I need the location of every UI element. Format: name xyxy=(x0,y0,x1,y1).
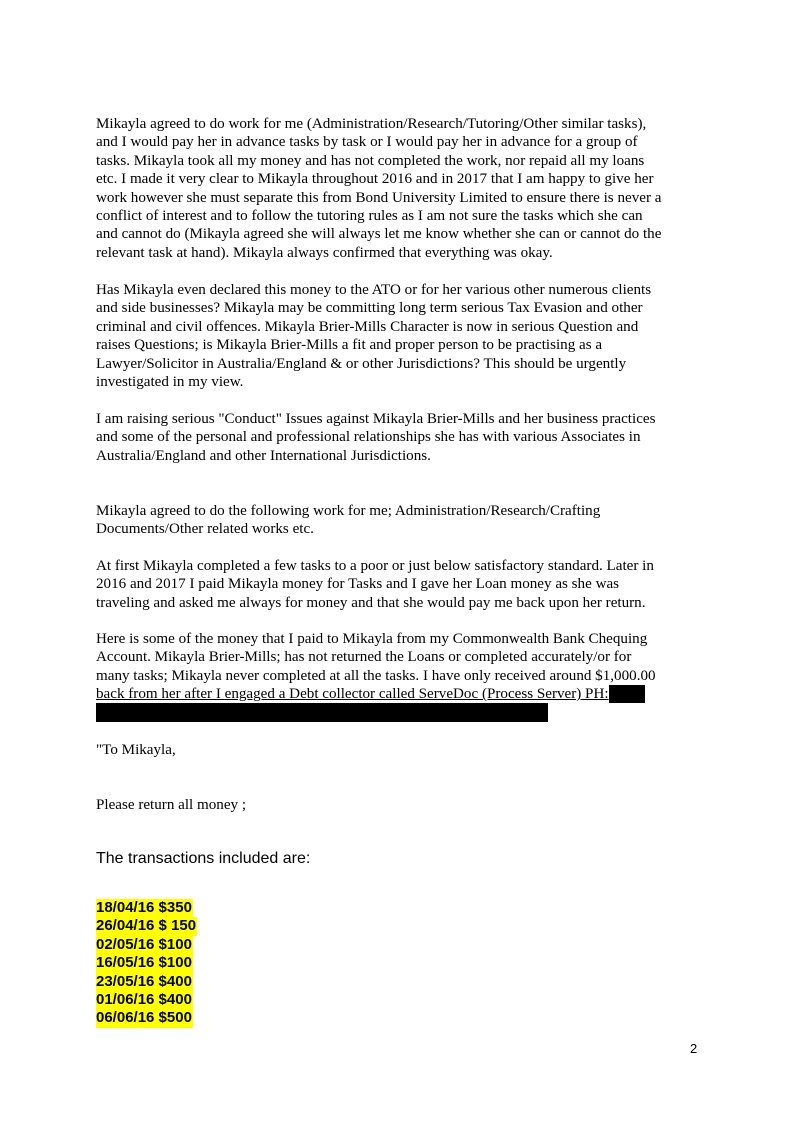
text-line: many tasks; Mikayla never completed at all the tasks. I have only received around $1,000.00 xyxy=(96,667,656,684)
page-number: 2 xyxy=(690,1041,698,1056)
transaction-text: 16/05/16 $100 xyxy=(96,954,192,972)
transaction-item xyxy=(96,917,197,935)
transaction-item xyxy=(96,991,197,1009)
text-line: Has Mikayla even declared this money to the ATO or for her various other numerous clients xyxy=(96,282,652,298)
text-line: work however she must separate this from Bond University Limited to ensure there is never a xyxy=(96,189,662,206)
transaction-item xyxy=(96,936,197,954)
text-line: investigated in my view. xyxy=(96,374,244,391)
text-line: and cannot do (Mikayla agreed she will always let me know whether she can or cannot do the xyxy=(96,226,662,243)
text-line: Documents/Other related works etc. xyxy=(96,521,314,538)
text-line: Account. Mikayla Brier-Mills; has not returned the Loans or completed accurately/or for xyxy=(96,649,632,666)
transaction-item xyxy=(96,973,197,991)
text-line: etc. I made it very clear to Mikayla throughout 2016 and in 2017 that I am happy to give her xyxy=(96,171,654,188)
text-line: Lawyer/Solicitor in Australia/England & or other Jurisdictions? This should be urgently xyxy=(96,355,627,372)
paragraph-conduct-issues xyxy=(96,410,706,465)
text-line: and some of the personal and professional relationships she has with various Associates in xyxy=(96,429,641,446)
text-line: criminal and civil offences. Mikayla Brier-Mills Character is now in serious Question and xyxy=(96,318,639,335)
paragraph-bank-payments xyxy=(96,630,706,704)
text-line: relevant task at hand). Mikayla always confirmed that everything was okay. xyxy=(96,244,553,261)
paragraph-tax-question xyxy=(96,281,706,391)
paragraph-payment-history xyxy=(96,557,706,612)
text-line: and I would pay her in advance tasks by task or I would pay her in advance for a group of xyxy=(96,134,638,151)
text-line: Australia/England and other International Jurisdictions. xyxy=(96,447,431,464)
request-text: Please return all money ; xyxy=(96,797,247,813)
debt-collector-text: back from her after I engaged a Debt collector called ServeDoc (Process Server) PH: xyxy=(96,686,609,703)
text-line: raises Questions; is Mikayla Brier-Mills a fit and proper person to be practising as a xyxy=(96,337,603,354)
text-line: Here is some of the money that I paid to Mikayla from my Commonwealth Bank Chequing xyxy=(96,631,648,647)
text-line: Mikayla agreed to do the following work for me; Administration/Research/Crafting xyxy=(96,503,601,519)
transactions-list xyxy=(96,899,197,1028)
transaction-text: 18/04/16 $350 xyxy=(96,899,192,916)
redaction-phone xyxy=(609,685,645,703)
text-line: traveling and asked me always for money and that she would pay me back upon her return. xyxy=(96,594,646,611)
transaction-text: 06/06/16 $500 xyxy=(96,1009,192,1027)
transaction-text: 01/06/16 $400 xyxy=(96,990,192,1008)
transaction-item xyxy=(96,954,197,972)
text-line: conflict of interest and to follow the tutoring rules as I am not sure the tasks which she can xyxy=(96,208,643,225)
transaction-text: 02/05/16 $100 xyxy=(96,935,192,953)
transaction-text: 26/04/16 $ 150 xyxy=(96,917,197,935)
paragraph-work-agreement xyxy=(96,115,706,262)
transaction-item xyxy=(96,899,197,917)
transactions-heading: The transactions included are: xyxy=(96,850,311,867)
text-line: Mikayla agreed to do work for me (Administration/Research/Tutoring/Other similar tasks), xyxy=(96,116,647,132)
transaction-text: 23/05/16 $400 xyxy=(96,972,192,990)
paragraph-work-list xyxy=(96,502,706,539)
text-line: At first Mikayla completed a few tasks to a poor or just below satisfactory standard. Later in xyxy=(96,558,654,574)
text-line: and side businesses? Mikayla may be committing long term serious Tax Evasion and other xyxy=(96,300,643,317)
text-line: tasks. Mikayla took all my money and has not completed the work, nor repaid all my loans xyxy=(96,152,645,169)
request-line xyxy=(96,796,706,814)
text-line: 2016 and 2017 I paid Mikayla money for Tasks and I gave her Loan money as she was xyxy=(96,576,620,593)
text-line: I am raising serious "Conduct" Issues against Mikayla Brier-Mills and her business practices xyxy=(96,411,656,427)
transaction-item xyxy=(96,1009,197,1027)
greeting-text: "To Mikayla, xyxy=(96,742,176,758)
text-line-debt-collector xyxy=(96,685,706,703)
redaction-bar xyxy=(96,703,548,722)
greeting-line xyxy=(96,741,706,759)
